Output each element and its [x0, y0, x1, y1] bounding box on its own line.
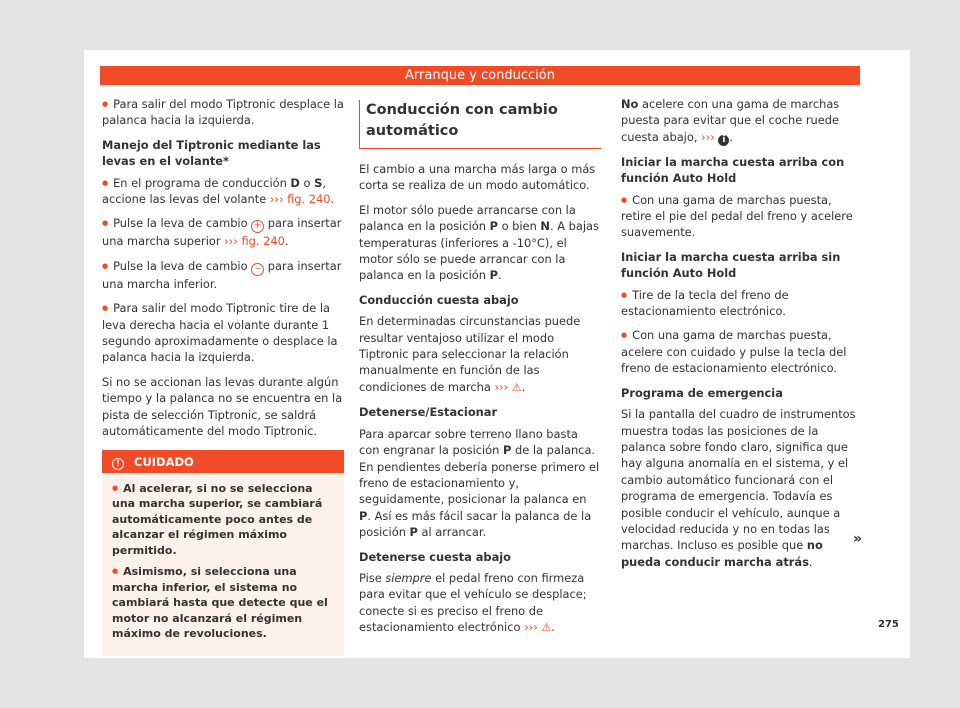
gear-p: P — [489, 219, 498, 234]
warning-icon: ⚠ — [541, 621, 552, 635]
text: . — [330, 192, 335, 207]
column-right — [621, 96, 863, 578]
warning-link[interactable]: ››› — [524, 620, 538, 635]
text: Pulse la leva de cambio — [113, 216, 252, 231]
text: . — [521, 379, 526, 394]
bullet-exit-tiptronic: ● Para salir del modo Tiptronic desplace la palanca hacia la izquierda. — [102, 96, 344, 129]
heading-emergency: Programa de emergencia — [621, 385, 783, 400]
caution-body — [102, 473, 344, 656]
bullet-exit-lever: ● Para salir del modo Tiptronic tire de la leva derecha hacia el volante durante 1 segundo aproximadamente o desplace la palanca hacia la izquierda. — [102, 300, 344, 366]
heading-tiptronic-levers: Manejo del Tiptronic mediante las levas en el volante* — [102, 137, 321, 169]
figure-link[interactable]: ››› fig. 240 — [224, 234, 285, 249]
emphasis: siempre — [385, 570, 432, 585]
heading-no-auto-hold: Iniciar la marcha cuesta arriba sin función Auto Hold — [621, 249, 841, 281]
paragraph-auto-shift: El cambio a una marcha más larga o más corta se realiza de un modo automático. — [359, 162, 596, 193]
text: Pulse la leva de cambio — [113, 258, 252, 273]
gear-n: N — [540, 219, 550, 234]
text: . Así es más fácil sacar la palanca de la posición — [359, 508, 592, 540]
caution-icon: ! — [112, 458, 124, 470]
bullet-program-levers — [102, 175, 344, 208]
text: En determinadas circunstancias puede resultar ventajoso utilizar el modo Tiptronic para seleccionar la relación manualmente en función de las condiciones de marcha — [359, 314, 581, 394]
bullet-downshift — [102, 258, 344, 292]
text: . — [497, 268, 502, 283]
gear-p: P — [489, 268, 498, 283]
warning-icon: ⚠ — [511, 380, 522, 394]
plus-lever-icon: + — [251, 220, 264, 233]
section-title: Conducción con cambio automático — [359, 100, 601, 149]
caution-box — [102, 450, 344, 656]
caution-label: CUIDADO — [134, 454, 194, 469]
bullet-pull-brake: ● Tire de la tecla del freno de estacionamiento electrónico. — [621, 287, 863, 320]
gear-p: P — [359, 508, 368, 523]
text: En el programa de conducción — [113, 175, 291, 190]
paragraph-stop-downhill — [359, 570, 601, 637]
emphasis: no pueda conducir marcha atrás — [621, 538, 823, 569]
info-icon: i — [718, 135, 729, 146]
caution-item: ● Al acelerar, si no se selecciona una marcha superior, se cambiará automáticamente poco antes de alcanzar el régimen máximo permitido. — [112, 481, 334, 559]
caution-item: ● Asimismo, si selecciona una marcha inferior, el sistema no cambiará hasta que detecte que el motor no alcanzará el régimen máximo de revoluciones. — [112, 564, 334, 642]
paragraph-start-engine — [359, 202, 601, 284]
bullet-accelerate-carefully: ● Con una gama de marchas puesta, acelere con cuidado y pulse la tecla del freno de estacionamiento electrónico. — [621, 327, 863, 376]
paragraph-park — [359, 426, 601, 541]
text: para insertar una marcha inferior. — [102, 258, 342, 291]
text: o bien — [497, 219, 541, 234]
text: acelere con una gama de marchas puesta para evitar que el coche ruede cuesta abajo, — [621, 97, 840, 144]
gear-p: P — [409, 525, 418, 540]
paragraph-emergency — [621, 406, 863, 570]
text: al arrancar. — [417, 525, 487, 540]
text: o — [299, 175, 315, 190]
gear-s: S — [314, 175, 323, 190]
info-link[interactable]: ››› — [701, 129, 715, 144]
heading-stop-park: Detenerse/Estacionar — [359, 405, 498, 420]
text: . — [551, 620, 555, 635]
text: para insertar una marcha superior — [102, 216, 342, 249]
gear-d: D — [290, 175, 300, 190]
text: . — [729, 129, 733, 144]
text: Para aparcar sobre terreno llano basta con engranar la posición — [359, 426, 578, 458]
paragraph-downhill — [359, 313, 601, 396]
text: . A bajas temperaturas (inferiores a -10°C), el motor sólo se puede arrancar con la palanca en la posición — [359, 219, 599, 283]
continue-marker: » — [853, 531, 863, 547]
bullet-upshift — [102, 215, 344, 249]
figure-link[interactable]: ››› fig. 240 — [269, 192, 331, 207]
chapter-banner: Arranque y conducción — [100, 66, 860, 85]
text: El motor sólo puede arrancarse con la palanca en la posición — [359, 202, 576, 234]
caution-title — [102, 452, 344, 473]
minus-lever-icon: – — [251, 263, 264, 276]
text: de la palanca. En pendientes debería ponerse primero el freno de estacionamiento y, seguidamente, posicionar la palanca en — [359, 443, 600, 507]
column-middle — [359, 100, 601, 645]
text: , accione las levas del volante — [102, 175, 326, 207]
gear-p: P — [503, 443, 512, 458]
text: Pise — [359, 570, 386, 585]
bullet-auto-hold: ● Con una gama de marchas puesta, retire el pie del pedal del freno y acelere suavemente. — [621, 192, 863, 241]
heading-auto-hold: Iniciar la marcha cuesta arriba con función Auto Hold — [621, 154, 845, 186]
text: el pedal freno con firmeza para evitar que el vehículo se desplace; conecte si es preciso el freno de estacionamiento electrónico — [359, 570, 587, 635]
text: . — [284, 234, 289, 249]
text: . — [808, 554, 813, 569]
paragraph-no-accelerate — [621, 96, 863, 146]
warning-link[interactable]: ››› — [494, 379, 509, 394]
heading-stop-downhill: Detenerse cuesta abajo — [359, 549, 511, 564]
paragraph-auto-exit: Si no se accionan las levas durante algún tiempo y la palanca no se encuentra en la pista de selección Tiptronic, se saldrá automáticamente del modo Tiptronic. — [102, 374, 343, 439]
heading-downhill: Conducción cuesta abajo — [359, 292, 519, 307]
text: Si la pantalla del cuadro de instrumentos muestra todas las posiciones de la palanca sobre fondo claro, significa que hay alguna anomalía en el sistema, y el cambio automático funcionará con el programa de emergencia. Todavía es posible conducir el vehículo, aunque a velocidad reducida y no en todas las marchas. Incluso es posible que — [621, 407, 856, 553]
column-left — [102, 96, 344, 656]
emphasis: No — [621, 97, 639, 111]
page-number: 275 — [878, 619, 899, 630]
